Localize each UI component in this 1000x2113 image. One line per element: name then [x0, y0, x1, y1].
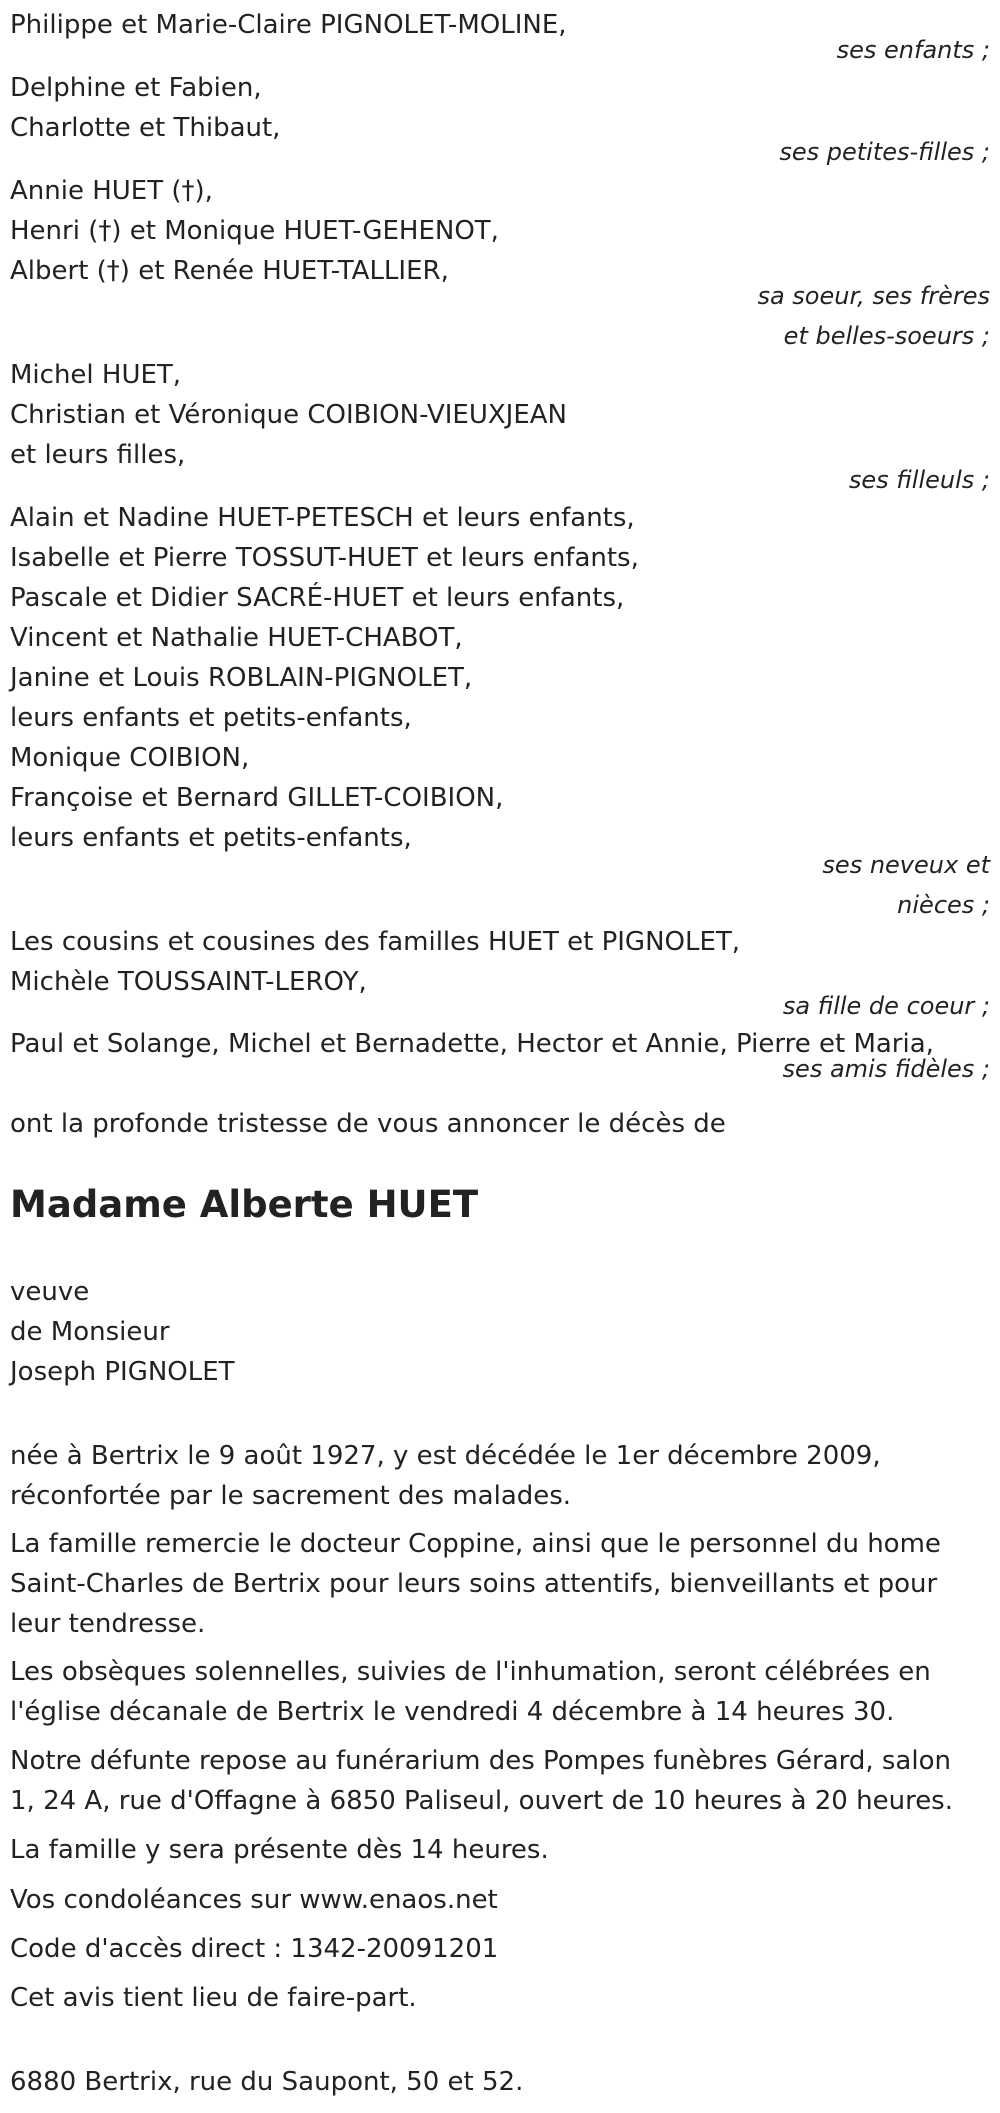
relationship-label: ses enfants ; — [836, 36, 990, 64]
family-name-line: Michèle TOUSSAINT-LEROY, — [10, 967, 367, 997]
family-name-line: Vincent et Nathalie HUET-CHABOT, — [10, 623, 463, 653]
funeral-line: Les obsèques solennelles, suivies de l'inhumation, seront célébrées en — [10, 1657, 931, 1687]
family-name-line: Alain et Nadine HUET-PETESCH et leurs enfants, — [10, 503, 635, 533]
funeral-home-line: Notre défunte repose au funérarium des Pompes funèbres Gérard, salon — [10, 1746, 951, 1776]
relationship-label: et belles-soeurs ; — [783, 322, 990, 350]
thanks-line: La famille remercie le docteur Coppine, ainsi que le personnel du home — [10, 1529, 941, 1559]
family-name-line: Annie HUET (†), — [10, 176, 213, 206]
family-name-line: Christian et Véronique COIBION-VIEUXJEAN — [10, 400, 567, 430]
thanks-line: Saint-Charles de Bertrix pour leurs soins attentifs, bienveillants et pour — [10, 1569, 938, 1599]
relationship-label: ses filleuls ; — [848, 466, 990, 494]
family-name-line: et leurs filles, — [10, 440, 186, 470]
thanks-line: leur tendresse. — [10, 1609, 206, 1639]
relationship-label: nièces ; — [897, 891, 990, 919]
relationship-label: ses petites-filles ; — [779, 138, 990, 166]
family-name-line: Paul et Solange, Michel et Bernadette, Hector et Annie, Pierre et Maria, — [10, 1029, 934, 1059]
family-name-line: Henri (†) et Monique HUET-GEHENOT, — [10, 216, 499, 246]
birth-death-line: née à Bertrix le 9 août 1927, y est décédée le 1er décembre 2009, — [10, 1441, 881, 1471]
family-name-line: Delphine et Fabien, — [10, 73, 262, 103]
family-name-line: Charlotte et Thibaut, — [10, 113, 281, 143]
family-name-line: Monique COIBION, — [10, 743, 250, 773]
family-name-line: Albert (†) et Renée HUET-TALLIER, — [10, 256, 449, 286]
family-name-line: leurs enfants et petits-enfants, — [10, 823, 412, 853]
family-name-line: Françoise et Bernard GILLET-COIBION, — [10, 783, 504, 813]
announcement-text: ont la profonde tristesse de vous annoncer le décès de — [10, 1109, 726, 1139]
family-name-line: leurs enfants et petits-enfants, — [10, 703, 412, 733]
notice-line: Cet avis tient lieu de faire-part. — [10, 1983, 417, 2013]
deceased-name: Madame Alberte HUET — [10, 1183, 479, 1226]
family-name-line: Janine et Louis ROBLAIN-PIGNOLET, — [10, 663, 473, 693]
address-line: 6880 Bertrix, rue du Saupont, 50 et 52. — [10, 2067, 524, 2097]
birth-death-line: réconfortée par le sacrement des malades. — [10, 1481, 572, 1511]
access-code-line: Code d'accès direct : 1342-20091201 — [10, 1934, 499, 1964]
family-name-line: Michel HUET, — [10, 360, 182, 390]
marital-status-line: de Monsieur — [10, 1317, 170, 1347]
condolences-line: Vos condoléances sur www.enaos.net — [10, 1885, 498, 1915]
marital-status-line: Joseph PIGNOLET — [10, 1357, 235, 1387]
family-name-line: Pascale et Didier SACRÉ-HUET et leurs enfants, — [10, 583, 625, 613]
family-name-line: Philippe et Marie-Claire PIGNOLET-MOLINE, — [10, 10, 567, 40]
relationship-label: ses neveux et — [822, 851, 990, 879]
funeral-home-line: 1, 24 A, rue d'Offagne à 6850 Paliseul, ouvert de 10 heures à 20 heures. — [10, 1786, 953, 1816]
relationship-label: sa fille de coeur ; — [782, 992, 990, 1020]
relationship-label: ses amis fidèles ; — [782, 1055, 990, 1083]
family-presence-line: La famille y sera présente dès 14 heures. — [10, 1835, 549, 1865]
funeral-line: l'église décanale de Bertrix le vendredi 4 décembre à 14 heures 30. — [10, 1697, 895, 1727]
family-name-line: Isabelle et Pierre TOSSUT-HUET et leurs enfants, — [10, 543, 639, 573]
marital-status-line: veuve — [10, 1277, 90, 1307]
relationship-label: sa soeur, ses frères — [757, 282, 990, 310]
family-name-line: Les cousins et cousines des familles HUET et PIGNOLET, — [10, 927, 741, 957]
